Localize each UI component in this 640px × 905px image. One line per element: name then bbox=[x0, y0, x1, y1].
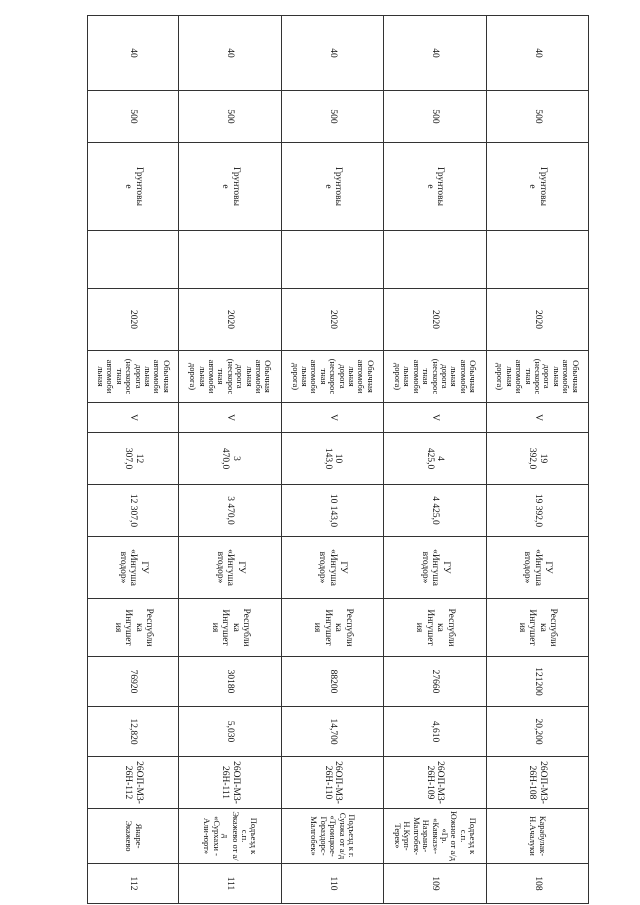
cell-n: Подъезд к с.п. Южное от а/д «Гр. «Кавказ»- Назрань- Малгобек- Н.Курп-Терек» bbox=[384, 809, 486, 864]
cell-l: 12,820 bbox=[88, 707, 179, 757]
cell-h: 10 143,0 bbox=[281, 485, 383, 537]
cell-j: Республи ка Ингушет ия bbox=[88, 599, 179, 657]
cell-a: 500 bbox=[384, 91, 486, 143]
cell-h: 19 392,0 bbox=[486, 485, 588, 537]
rotated-road-table bbox=[87, 15, 589, 903]
cell-n: Подъезд к с.п. Экажево от а/д «Сурхахи - Али-юрт» bbox=[179, 809, 281, 864]
cell-k: 27660 bbox=[384, 657, 486, 707]
cell-row-number: 108 bbox=[486, 864, 588, 904]
cell-g: 10 143,0 bbox=[281, 433, 383, 485]
table-row bbox=[88, 16, 179, 904]
cell-d: 2020 bbox=[486, 289, 588, 351]
cell-k: 76920 bbox=[88, 657, 179, 707]
cell-d: 2020 bbox=[281, 289, 383, 351]
cell-i: ГУ «Ингуша втодор» bbox=[384, 537, 486, 599]
cell-h: 4 425,0 bbox=[384, 485, 486, 537]
cell-f: V bbox=[486, 403, 588, 433]
table-row bbox=[179, 16, 281, 904]
cell-row-number: 110 bbox=[281, 864, 383, 904]
cell-j: Республи ка Ингушет ия bbox=[384, 599, 486, 657]
cell-b: Грунтовы е bbox=[486, 143, 588, 231]
cell-f: V bbox=[281, 403, 383, 433]
cell-k: 30180 bbox=[179, 657, 281, 707]
cell-j: Республи ка Ингушет ия bbox=[179, 599, 281, 657]
cell-b: Грунтовы е bbox=[281, 143, 383, 231]
cell-b: Грунтовы е bbox=[179, 143, 281, 231]
cell-d: 2020 bbox=[88, 289, 179, 351]
cell-num: 40 bbox=[179, 16, 281, 91]
cell-n: Подъезд к г. Сунжа от а/д «Троицкое- Гораздорс- Малгобек» bbox=[281, 809, 383, 864]
cell-e: Обычная автомоби льная дорога (нескорос тная автомоби льная bbox=[88, 351, 179, 403]
cell-d: 2020 bbox=[384, 289, 486, 351]
cell-a: 500 bbox=[88, 91, 179, 143]
cell-b: Грунтовы е bbox=[384, 143, 486, 231]
cell-a: 500 bbox=[281, 91, 383, 143]
cell-row-number: 111 bbox=[179, 864, 281, 904]
cell-i: ГУ «Ингуша втодор» bbox=[281, 537, 383, 599]
cell-g: 3 470,0 bbox=[179, 433, 281, 485]
cell-row-number: 112 bbox=[88, 864, 179, 904]
cell-l: 20,200 bbox=[486, 707, 588, 757]
cell-i: ГУ «Ингуша втодор» bbox=[179, 537, 281, 599]
cell-f: V bbox=[179, 403, 281, 433]
cell-i: ГУ «Ингуша втодор» bbox=[486, 537, 588, 599]
cell-c bbox=[486, 231, 588, 289]
cell-f: V bbox=[88, 403, 179, 433]
cell-row-number: 109 bbox=[384, 864, 486, 904]
cell-j: Республи ка Ингушет ия bbox=[486, 599, 588, 657]
cell-m: 26ОП-МЗ- 26Н-112 bbox=[88, 757, 179, 809]
cell-l: 4,610 bbox=[384, 707, 486, 757]
cell-m: 26ОП-МЗ- 26Н-110 bbox=[281, 757, 383, 809]
cell-g: 12 307,0 bbox=[88, 433, 179, 485]
cell-e: Обычная автомоби льная дорога (нескорос тная автомоби льная дорога) bbox=[281, 351, 383, 403]
cell-e: Обычная автомоби льная дорога (нескорос тная автомоби льная дорога) bbox=[486, 351, 588, 403]
cell-n: Карабулак- Н.Ачалуки bbox=[486, 809, 588, 864]
cell-l: 14,700 bbox=[281, 707, 383, 757]
cell-f: V bbox=[384, 403, 486, 433]
cell-a: 500 bbox=[179, 91, 281, 143]
cell-h: 12 307,0 bbox=[88, 485, 179, 537]
cell-num: 40 bbox=[486, 16, 588, 91]
cell-c bbox=[179, 231, 281, 289]
cell-j: Республи ка Ингушет ия bbox=[281, 599, 383, 657]
cell-k: 88200 bbox=[281, 657, 383, 707]
cell-c bbox=[281, 231, 383, 289]
cell-c bbox=[88, 231, 179, 289]
cell-m: 26ОП-МЗ- 26Н-111 bbox=[179, 757, 281, 809]
cell-num: 40 bbox=[384, 16, 486, 91]
cell-num: 40 bbox=[88, 16, 179, 91]
cell-d: 2020 bbox=[179, 289, 281, 351]
cell-h: 3 470,0 bbox=[179, 485, 281, 537]
cell-b: Грунтовы е bbox=[88, 143, 179, 231]
cell-c bbox=[384, 231, 486, 289]
cell-m: 26ОП-МЗ- 26Н-108 bbox=[486, 757, 588, 809]
cell-e: Обычная автомоби льная дорога (нескорос тная автомоби льная дорога) bbox=[179, 351, 281, 403]
cell-num: 40 bbox=[281, 16, 383, 91]
table-row bbox=[486, 16, 588, 904]
cell-e: Обычная автомоби льная дорога (нескорос тная автомоби льная дорога) bbox=[384, 351, 486, 403]
cell-g: 4 425,0 bbox=[384, 433, 486, 485]
cell-g: 19 392,0 bbox=[486, 433, 588, 485]
cell-i: ГУ «Ингуша втодор» bbox=[88, 537, 179, 599]
cell-a: 500 bbox=[486, 91, 588, 143]
cell-n: Янаре- Экажево bbox=[88, 809, 179, 864]
cell-k: 121200 bbox=[486, 657, 588, 707]
table-row bbox=[384, 16, 486, 904]
table-row bbox=[281, 16, 383, 904]
road-registry-table bbox=[87, 15, 589, 904]
cell-l: 5,030 bbox=[179, 707, 281, 757]
cell-m: 26ОП-МЗ- 26Н-109 bbox=[384, 757, 486, 809]
